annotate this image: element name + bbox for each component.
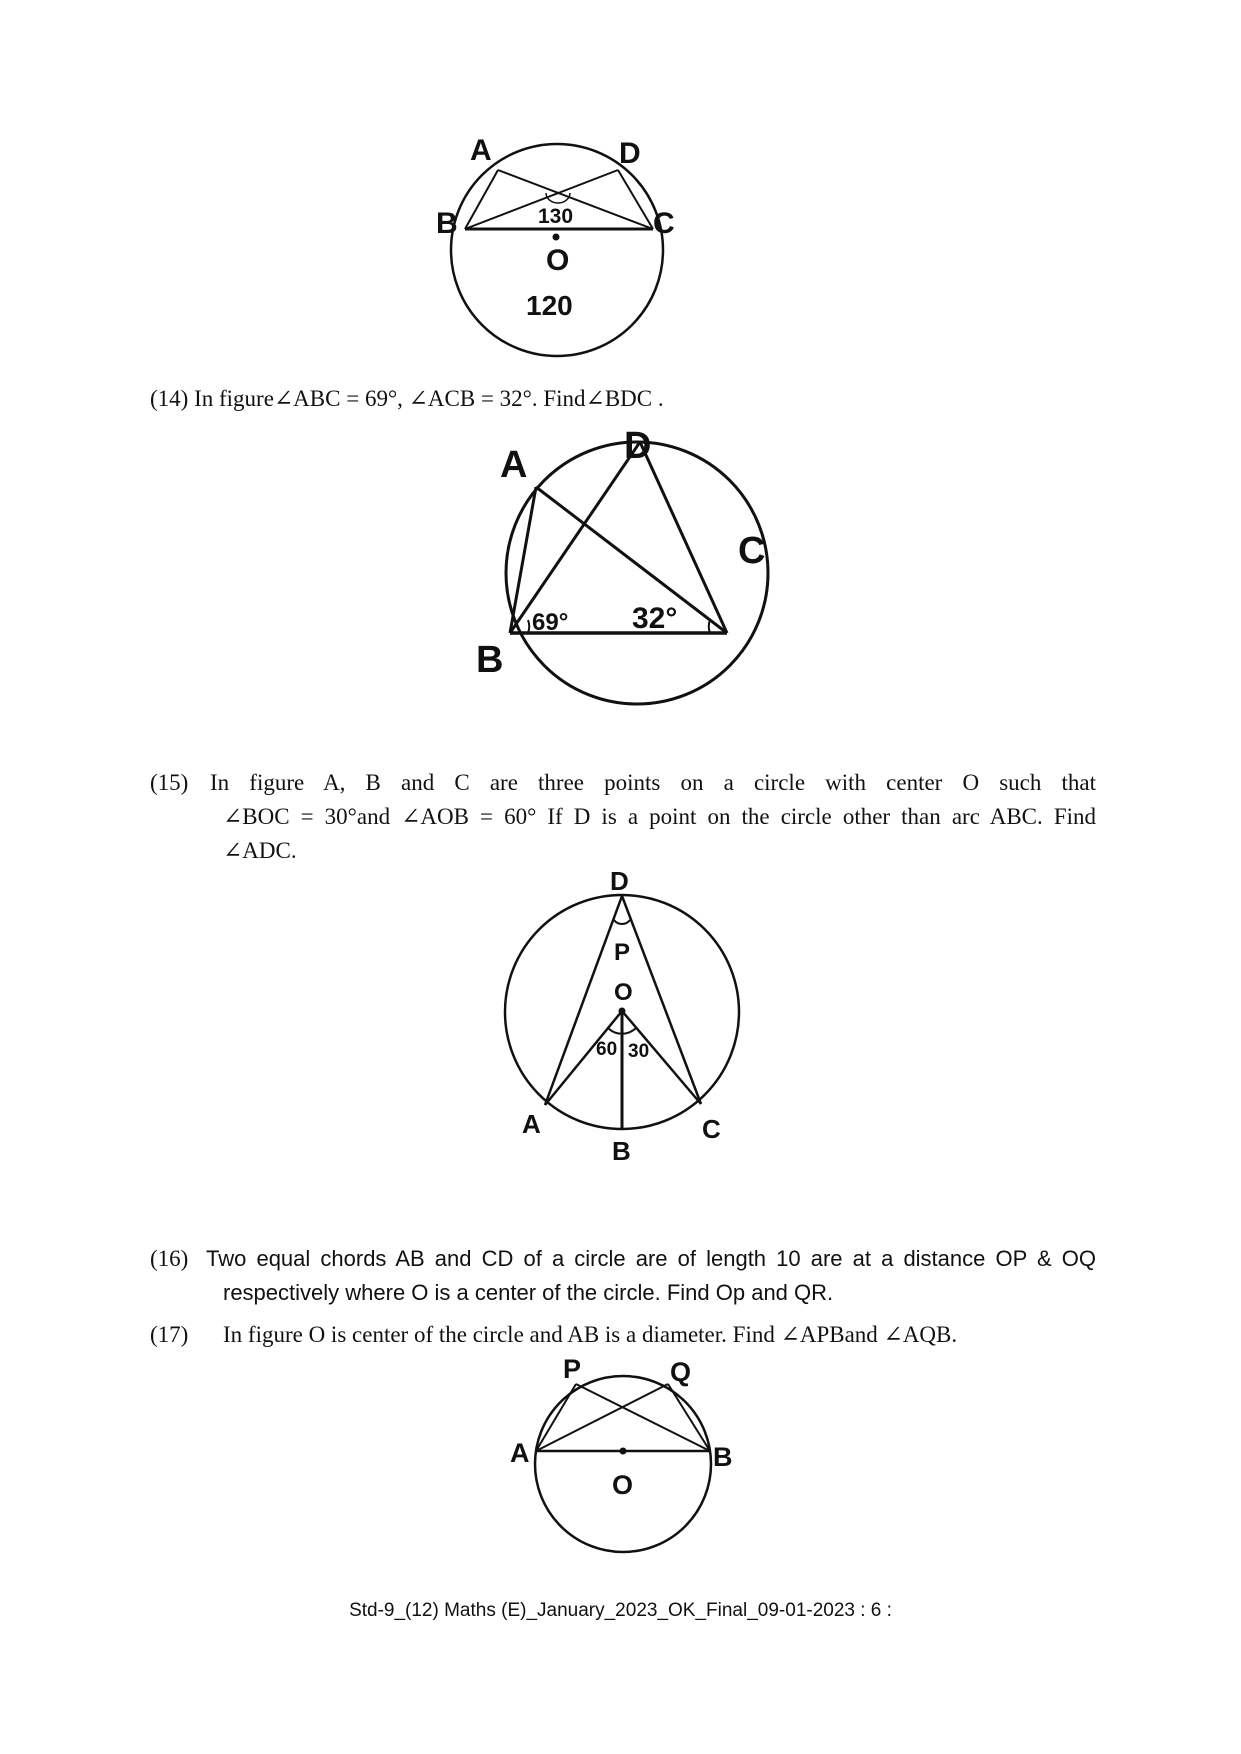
question-17: [150, 1318, 1096, 1352]
question-15-number: (15): [150, 770, 189, 795]
figure-4-label-p: P: [563, 1354, 582, 1384]
figure-1-label-o: O: [546, 244, 570, 277]
figure-1-angle-label: 130: [538, 205, 574, 228]
question-15-line-3: ∠ADC.: [223, 838, 297, 863]
figure-2-label-a: A: [500, 444, 528, 486]
figure-3-center-dot: [619, 1008, 626, 1015]
figure-3-label-b: B: [612, 1136, 631, 1166]
figure-4-circle: [535, 1376, 711, 1552]
figure-3-line-da: [545, 896, 622, 1105]
figure-1-label-d: D: [619, 137, 641, 170]
figure-4-label-b: B: [713, 1442, 733, 1472]
figure-3-label-o: O: [614, 979, 633, 1006]
figure-1-center-dot: [553, 234, 560, 241]
question-15-line-2: ∠BOC = 30°and ∠AOB = 60° If D is a point on the circle other than arc ABC. Find: [223, 804, 1096, 829]
figure-1-chord-ab: [465, 170, 498, 229]
figure-2-chord-db: [510, 442, 640, 633]
figure-3-label-p: P: [614, 939, 631, 966]
figure-4-label-o: O: [612, 1470, 634, 1500]
question-15-line-1: In figure A, B and C are three points on a circle with center O such that: [210, 770, 1096, 795]
figure-3-line-dc: [622, 896, 701, 1104]
figure-4-label-a: A: [510, 1438, 530, 1468]
figure-1-label-a: A: [470, 134, 492, 167]
question-15: [150, 766, 1096, 868]
figure-2-angle-b-arc: [528, 620, 529, 633]
question-14-number: (14): [150, 386, 189, 411]
figure-3-label-a: A: [522, 1109, 541, 1139]
figure-4: [500, 1354, 750, 1574]
figure-4-center-dot: [620, 1448, 627, 1455]
figure-2-circle: [506, 442, 768, 704]
question-16-number: (16): [150, 1246, 189, 1271]
figure-2-angle-c-arc: [709, 620, 710, 633]
figure-4-label-q: Q: [670, 1357, 692, 1387]
figure-2: [470, 420, 790, 740]
figure-1-chord-ac: [498, 170, 653, 229]
figure-3-label-c: C: [702, 1114, 721, 1144]
figure-1-label-b: B: [436, 207, 458, 240]
question-16: [150, 1242, 1096, 1310]
question-17-text: In figure O is center of the circle and AB is a diameter. Find ∠APBand ∠AQB.: [223, 1322, 958, 1347]
figure-2-angle-b: 69°: [532, 609, 569, 636]
figure-3-angle-aob: 60: [596, 1039, 618, 1060]
figure-2-angle-c: 32°: [632, 602, 678, 635]
figure-3-angle-boc: 30: [628, 1041, 650, 1062]
figure-2-label-c: C: [738, 530, 766, 572]
figure-3: [490, 860, 770, 1170]
figure-1-label-c: C: [653, 207, 675, 240]
figure-1-arc-label: 120: [526, 290, 573, 321]
question-16-line-2: respectively where O is a center of the circle. Find Op and QR.: [223, 1280, 834, 1305]
figure-2-label-b: B: [476, 639, 504, 681]
figure-1: [420, 130, 720, 380]
figure-3-label-d: D: [610, 866, 629, 896]
question-16-line-1: Two equal chords AB and CD of a circle are of length 10 are at a distance OP & OQ: [206, 1246, 1096, 1271]
page-footer: Std-9_(12) Maths (E)_January_2023_OK_Final_09-01-2023 : 6 :: [349, 1600, 892, 1621]
question-14: [150, 382, 1100, 416]
figure-1-angle-arc: [546, 193, 570, 203]
question-14-text: In figure∠ABC = 69°, ∠ACB = 32°. Find∠BDC .: [194, 386, 664, 411]
question-17-number: (17): [150, 1322, 189, 1347]
figure-3-angle-d-arc: [614, 920, 630, 924]
figure-2-label-d: D: [624, 425, 652, 467]
